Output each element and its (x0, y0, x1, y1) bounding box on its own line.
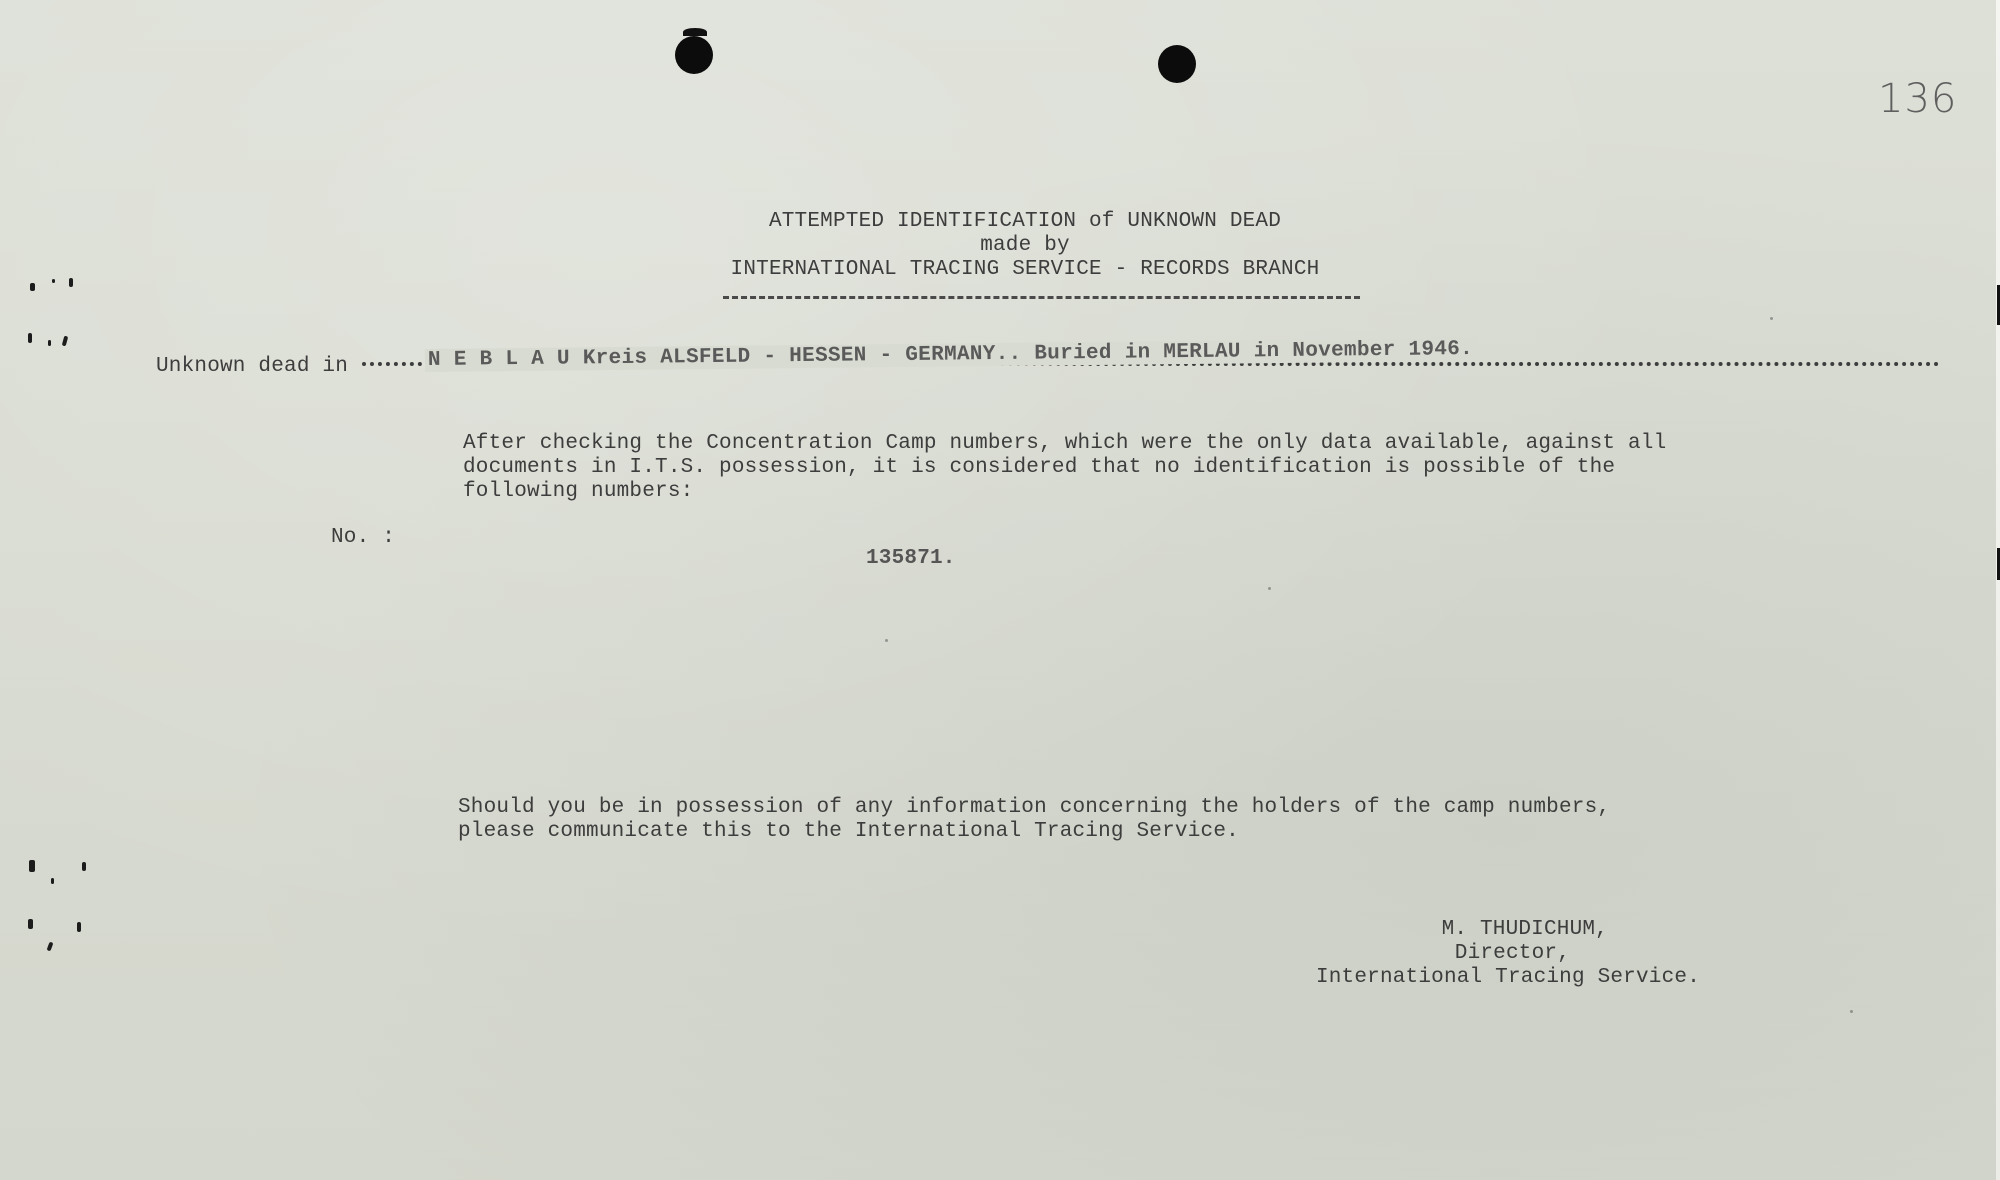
heading-line-3: INTERNATIONAL TRACING SERVICE - RECORDS BRANCH (730, 258, 1320, 281)
margin-speck (51, 878, 54, 884)
faint-speck (1268, 587, 1271, 590)
margin-speck (69, 278, 73, 287)
margin-speck (28, 333, 32, 343)
para1-line-3: following numbers: (463, 480, 694, 503)
number-label: No. : (331, 526, 396, 549)
location-stamp: N E B L A U Kreis ALSFELD - HESSEN - GERMANY.. Buried in MERLAU in November 1946. (425, 338, 1476, 372)
margin-speck (29, 860, 35, 872)
signatory-name: M. THUDICHUM, (1441, 918, 1608, 941)
document-heading (700, 210, 1350, 282)
para2-line-2: please communicate this to the International Tracing Service. (458, 820, 1239, 843)
margin-speck (77, 922, 81, 932)
margin-speck (47, 942, 54, 952)
faint-speck (1770, 317, 1773, 320)
margin-speck (48, 340, 51, 346)
faint-speck (1850, 1010, 1853, 1013)
heading-line-2: made by (980, 234, 1070, 257)
signatory-title: Director, (1454, 942, 1570, 965)
para2-line-1: Should you be in possession of any information concerning the holders of the camp numbers, (458, 796, 1611, 819)
body-paragraph-2 (458, 796, 1610, 844)
margin-speck (82, 862, 86, 871)
para1-line-1: After checking the Concentration Camp numbers, which were the only data available, against all (463, 432, 1667, 455)
signatory-organization: International Tracing Service. (1315, 966, 1700, 989)
margin-speck (52, 279, 55, 283)
punch-hole-right (1158, 45, 1196, 83)
margin-speck (62, 336, 68, 347)
punch-hole-cap (683, 28, 707, 36)
punch-hole-left (675, 36, 713, 74)
page-number: 136 (1878, 76, 1958, 122)
unknown-dead-label: Unknown dead in (156, 355, 349, 378)
page-edge (1996, 0, 2000, 1180)
camp-number: 135871. (866, 547, 956, 570)
margin-speck (28, 919, 33, 929)
heading-rule (723, 296, 1360, 299)
para1-line-2: documents in I.T.S. possession, it is considered that no identification is possible of the (463, 456, 1616, 479)
body-paragraph-1 (463, 432, 1666, 504)
signature-block (1100, 918, 1700, 990)
margin-speck (30, 283, 35, 291)
faint-speck (885, 639, 888, 642)
heading-line-1: ATTEMPTED IDENTIFICATION of UNKNOWN DEAD (768, 210, 1282, 233)
